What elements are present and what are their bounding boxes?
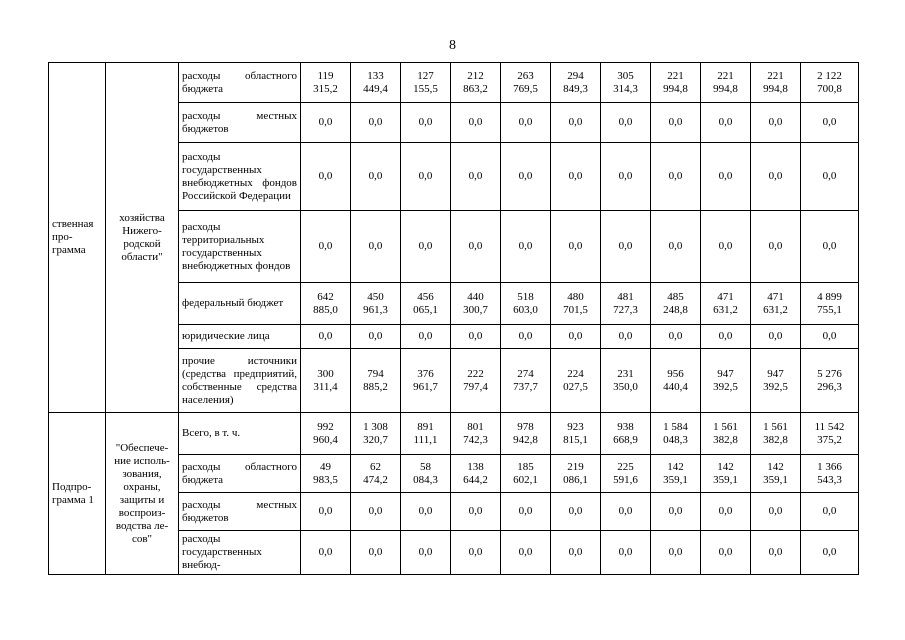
value-cell: 801 742,3 — [451, 413, 501, 455]
source-cell: федеральный бюджет — [179, 283, 301, 325]
value-cell: 0,0 — [501, 103, 551, 143]
value-cell: 0,0 — [601, 531, 651, 575]
value-cell: 481 727,3 — [601, 283, 651, 325]
value-cell: 0,0 — [501, 143, 551, 211]
value-cell: 0,0 — [451, 531, 501, 575]
value-cell: 0,0 — [351, 493, 401, 531]
value-cell: 923 815,1 — [551, 413, 601, 455]
value-cell: 0,0 — [751, 325, 801, 349]
value-cell: 224 027,5 — [551, 349, 601, 413]
value-cell: 0,0 — [601, 103, 651, 143]
value-cell: 0,0 — [601, 325, 651, 349]
source-cell: расходы областного бюджета — [179, 63, 301, 103]
value-cell: 294 849,3 — [551, 63, 601, 103]
value-cell: 0,0 — [301, 143, 351, 211]
value-cell: 0,0 — [551, 103, 601, 143]
program-cell: Подпро- грамма 1 — [49, 413, 106, 575]
block-1 — [49, 63, 859, 413]
value-cell: 263 769,5 — [501, 63, 551, 103]
value-cell: 0,0 — [401, 211, 451, 283]
value-cell: 0,0 — [701, 325, 751, 349]
value-cell: 0,0 — [501, 531, 551, 575]
value-cell: 0,0 — [351, 531, 401, 575]
value-cell: 450 961,3 — [351, 283, 401, 325]
value-cell: 0,0 — [551, 493, 601, 531]
value-cell: 133 449,4 — [351, 63, 401, 103]
value-cell: 0,0 — [351, 143, 401, 211]
value-cell: 142 359,1 — [751, 455, 801, 493]
value-cell: 440 300,7 — [451, 283, 501, 325]
value-cell: 0,0 — [801, 143, 859, 211]
value-cell: 0,0 — [301, 325, 351, 349]
value-cell: 5 276 296,3 — [801, 349, 859, 413]
value-cell: 0,0 — [401, 143, 451, 211]
value-cell: 0,0 — [601, 143, 651, 211]
value-cell: 1 561 382,8 — [701, 413, 751, 455]
value-cell: 0,0 — [801, 211, 859, 283]
program-name-cell: хозяйства Нижего- родской области" — [106, 63, 179, 413]
value-cell: 221 994,8 — [701, 63, 751, 103]
value-cell: 305 314,3 — [601, 63, 651, 103]
value-cell: 0,0 — [401, 531, 451, 575]
value-cell: 58 084,3 — [401, 455, 451, 493]
value-cell: 0,0 — [751, 211, 801, 283]
value-cell: 2 122 700,8 — [801, 63, 859, 103]
source-cell: юридические лица — [179, 325, 301, 349]
value-cell: 0,0 — [501, 211, 551, 283]
source-cell: расходы государственных внебюджетных фондов Российской Федерации — [179, 143, 301, 211]
value-cell: 142 359,1 — [651, 455, 701, 493]
value-cell: 0,0 — [351, 211, 401, 283]
value-cell: 0,0 — [551, 325, 601, 349]
source-cell: Всего, в т. ч. — [179, 413, 301, 455]
value-cell: 0,0 — [801, 531, 859, 575]
value-cell: 938 668,9 — [601, 413, 651, 455]
value-cell: 0,0 — [751, 531, 801, 575]
value-cell: 1 561 382,8 — [751, 413, 801, 455]
value-cell: 642 885,0 — [301, 283, 351, 325]
value-cell: 0,0 — [451, 211, 501, 283]
value-cell: 0,0 — [751, 103, 801, 143]
value-cell: 0,0 — [701, 531, 751, 575]
value-cell: 0,0 — [651, 211, 701, 283]
source-cell: расходы местных бюджетов — [179, 493, 301, 531]
value-cell: 0,0 — [301, 531, 351, 575]
value-cell: 0,0 — [501, 493, 551, 531]
value-cell: 49 983,5 — [301, 455, 351, 493]
value-cell: 62 474,2 — [351, 455, 401, 493]
source-cell: расходы государственных внебюд- — [179, 531, 301, 575]
value-cell: 376 961,7 — [401, 349, 451, 413]
value-cell: 0,0 — [651, 493, 701, 531]
value-cell: 0,0 — [401, 103, 451, 143]
value-cell: 225 591,6 — [601, 455, 651, 493]
value-cell: 456 065,1 — [401, 283, 451, 325]
budget-table — [48, 62, 859, 575]
value-cell: 0,0 — [451, 493, 501, 531]
value-cell: 485 248,8 — [651, 283, 701, 325]
program-name-cell: "Обеспече- ние исполь- зования, охраны, защиты и воспроиз- водства ле- сов" — [106, 413, 179, 575]
value-cell: 0,0 — [801, 103, 859, 143]
value-cell: 992 960,4 — [301, 413, 351, 455]
value-cell: 978 942,8 — [501, 413, 551, 455]
value-cell: 0,0 — [351, 325, 401, 349]
value-cell: 0,0 — [801, 325, 859, 349]
source-cell: расходы областного бюджета — [179, 455, 301, 493]
value-cell: 794 885,2 — [351, 349, 401, 413]
value-cell: 0,0 — [351, 103, 401, 143]
value-cell: 891 111,1 — [401, 413, 451, 455]
program-cell: ственная про- грамма — [49, 63, 106, 413]
source-cell: прочие источники (средства предприятий, собственные средства населения) — [179, 349, 301, 413]
value-cell: 300 311,4 — [301, 349, 351, 413]
value-cell: 0,0 — [701, 493, 751, 531]
value-cell: 127 155,5 — [401, 63, 451, 103]
value-cell: 0,0 — [601, 211, 651, 283]
value-cell: 0,0 — [751, 143, 801, 211]
value-cell: 0,0 — [651, 143, 701, 211]
source-cell: расходы территориальных государственных внебюджетных фондов — [179, 211, 301, 283]
block-2 — [49, 413, 859, 575]
value-cell: 0,0 — [751, 493, 801, 531]
value-cell: 119 315,2 — [301, 63, 351, 103]
value-cell: 0,0 — [451, 143, 501, 211]
value-cell: 0,0 — [501, 325, 551, 349]
value-cell: 947 392,5 — [751, 349, 801, 413]
value-cell: 0,0 — [551, 143, 601, 211]
value-cell: 0,0 — [451, 325, 501, 349]
value-cell: 0,0 — [551, 211, 601, 283]
value-cell: 212 863,2 — [451, 63, 501, 103]
value-cell: 956 440,4 — [651, 349, 701, 413]
table-row — [49, 413, 859, 455]
value-cell: 274 737,7 — [501, 349, 551, 413]
value-cell: 1 584 048,3 — [651, 413, 701, 455]
value-cell: 0,0 — [651, 325, 701, 349]
value-cell: 0,0 — [401, 493, 451, 531]
value-cell: 947 392,5 — [701, 349, 751, 413]
value-cell: 0,0 — [701, 143, 751, 211]
value-cell: 480 701,5 — [551, 283, 601, 325]
value-cell: 4 899 755,1 — [801, 283, 859, 325]
table-row — [49, 63, 859, 103]
value-cell: 0,0 — [651, 103, 701, 143]
value-cell: 0,0 — [301, 211, 351, 283]
value-cell: 1 308 320,7 — [351, 413, 401, 455]
value-cell: 0,0 — [451, 103, 501, 143]
value-cell: 0,0 — [701, 211, 751, 283]
value-cell: 219 086,1 — [551, 455, 601, 493]
value-cell: 221 994,8 — [651, 63, 701, 103]
value-cell: 518 603,0 — [501, 283, 551, 325]
source-cell: расходы местных бюджетов — [179, 103, 301, 143]
value-cell: 221 994,8 — [751, 63, 801, 103]
value-cell: 0,0 — [601, 493, 651, 531]
value-cell: 11 542 375,2 — [801, 413, 859, 455]
value-cell: 0,0 — [701, 103, 751, 143]
value-cell: 185 602,1 — [501, 455, 551, 493]
value-cell: 1 366 543,3 — [801, 455, 859, 493]
value-cell: 0,0 — [651, 531, 701, 575]
value-cell: 0,0 — [551, 531, 601, 575]
value-cell: 231 350,0 — [601, 349, 651, 413]
value-cell: 0,0 — [401, 325, 451, 349]
value-cell: 0,0 — [801, 493, 859, 531]
value-cell: 138 644,2 — [451, 455, 501, 493]
value-cell: 471 631,2 — [701, 283, 751, 325]
value-cell: 0,0 — [301, 103, 351, 143]
value-cell: 0,0 — [301, 493, 351, 531]
value-cell: 142 359,1 — [701, 455, 751, 493]
value-cell: 471 631,2 — [751, 283, 801, 325]
value-cell: 222 797,4 — [451, 349, 501, 413]
page-number: 8 — [449, 38, 456, 53]
